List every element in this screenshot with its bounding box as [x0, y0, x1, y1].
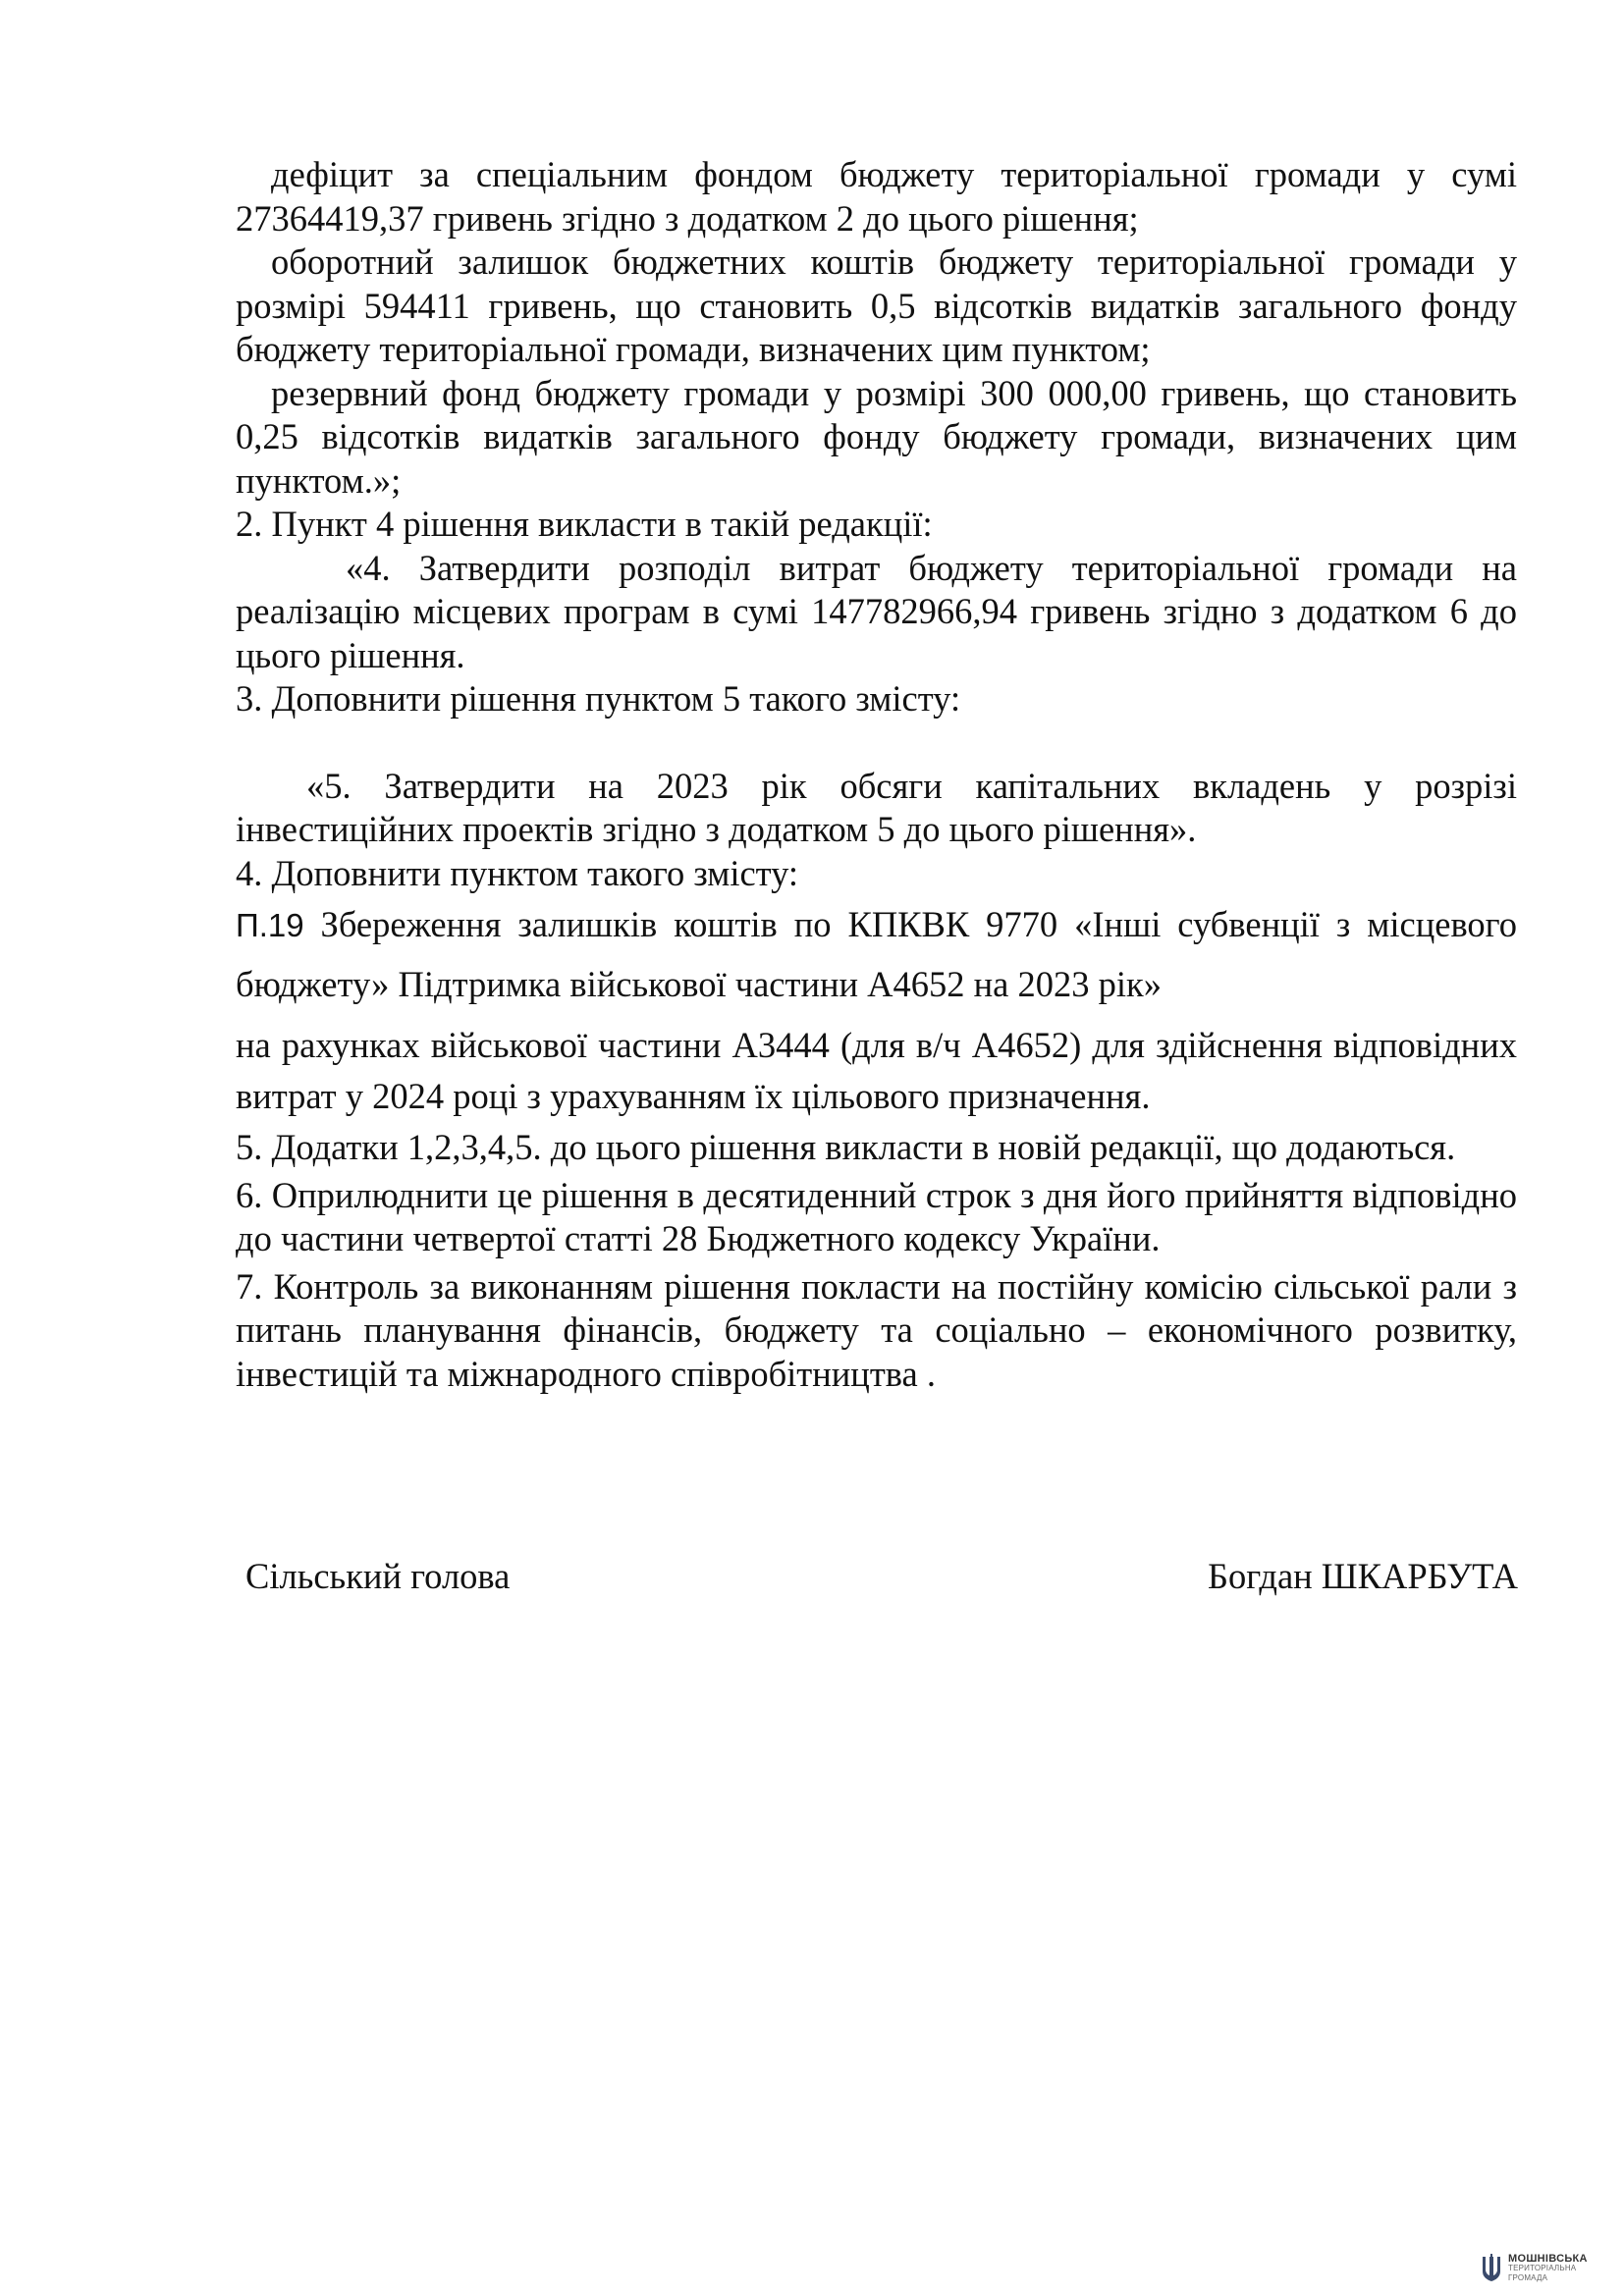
paragraph-item-4-text	[236, 895, 1517, 1014]
paragraph-item-4-continuation: на рахунках військової частини А3444 (для в/ч А4652) для здійснення відповідних витрат у 2024 році з урахуванням їх цільового призначення.	[236, 1025, 1517, 1116]
paragraph-item-3: 3. Доповнити рішення пунктом 5 такого змісту:	[236, 678, 961, 719]
logo-line-3: ГРОМАДА	[1508, 2273, 1548, 2282]
paragraph-item-2-text: «4. Затвердити розподіл витрат бюджету територіальної громади на реалізацію місцевих програм в сумі 147782966,94 гривень згідно з додатком 6 до цього рішення.	[236, 547, 1517, 675]
paragraph-item-3-text: «5. Затвердити на 2023 рік обсяги капітальних вкладень у розрізі інвестиційних проектів згідно з додатком 5 до цього рішення».	[236, 765, 1517, 849]
item-4-prefix: П.19	[236, 907, 304, 943]
trident-icon	[1481, 2254, 1502, 2283]
community-logo	[1481, 2254, 1588, 2283]
paragraph-reserve-fund: резервний фонд бюджету громади у розмірі 300 000,00 гривень, що становить 0,25 відсотків видатків загального фонду бюджету громади, визначених цим пунктом.»;	[236, 372, 1517, 501]
signature-block	[245, 1555, 1518, 1598]
paragraph-working-balance: оборотний залишок бюджетних коштів бюджету територіальної громади у розмірі 594411 гривень, що становить 0,5 відсотків видатків загального фонду бюджету територіальної громади, визначених цим пунктом;	[236, 241, 1517, 369]
logo-line-2: ТЕРИТОРІАЛЬНА	[1508, 2264, 1577, 2272]
paragraph-item-6: 6. Оприлюднити це рішення в десятиденний строк з дня його прийняття відповідно до частини четвертої статті 28 Бюджетного кодексу України.	[236, 1174, 1517, 1258]
paragraph-deficit-special-fund: дефіцит за спеціальним фондом бюджету територіальної громади у сумі 27364419,37 гривень згідно з додатком 2 до цього рішення;	[236, 154, 1517, 239]
signer-name: Богдан ШКАРБУТА	[1208, 1556, 1518, 1596]
document-body	[236, 153, 1517, 1396]
signer-position: Сільський голова	[245, 1556, 511, 1596]
logo-line-1: МОШНІВСЬКА	[1508, 2253, 1588, 2265]
item-4-body: Збереження залишків коштів по КПКВК 9770 «Інші субвенції з місцевого бюджету» Підтримка військової частини А4652 на 2023 рік»	[236, 904, 1517, 1004]
paragraph-item-2: 2. Пункт 4 рішення викласти в такій редакції:	[236, 504, 933, 544]
paragraph-item-7: 7. Контроль за виконанням рішення покласти на постійну комісію сільської рали з питань планування фінансів, бюджету та соціально – економічного розвитку, інвестицій та міжнародного співробітництва .	[236, 1265, 1517, 1394]
paragraph-item-4: 4. Доповнити пунктом такого змісту:	[236, 852, 799, 893]
paragraph-item-5: 5. Додатки 1,2,3,4,5. до цього рішення викласти в новій редакції, що додаються.	[236, 1127, 1456, 1167]
